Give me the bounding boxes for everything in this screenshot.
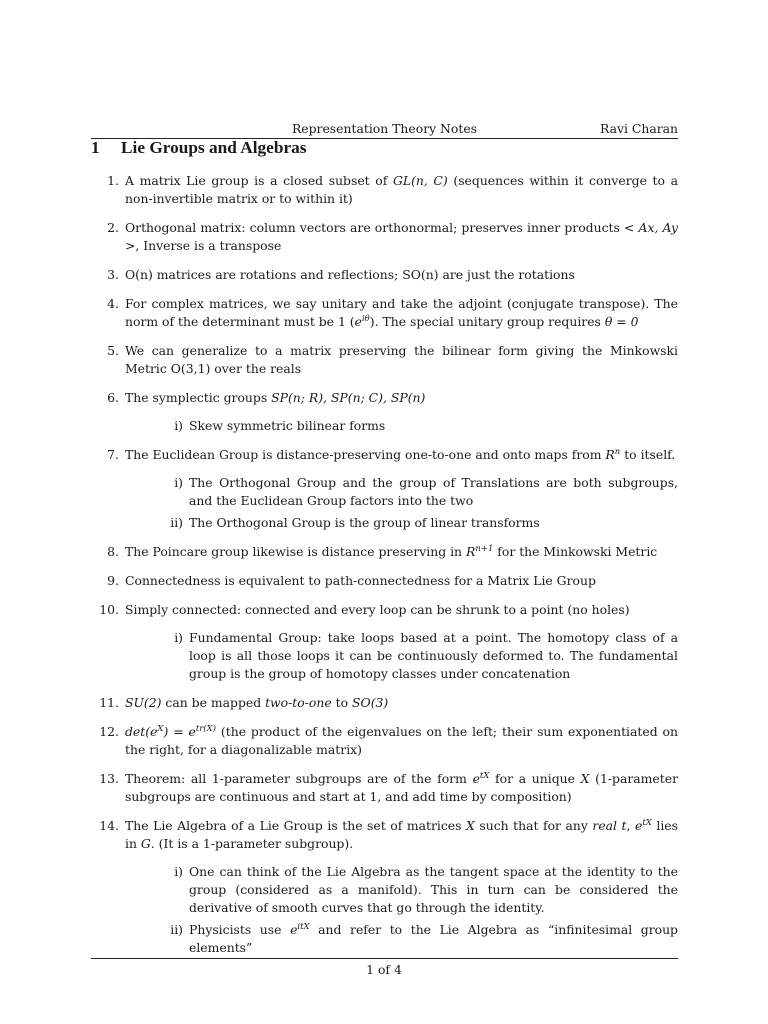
sub-item xyxy=(125,474,678,510)
list-item xyxy=(91,295,678,331)
item-text: The Lie Algebra of a Lie Group is the set of matrices X such that for any real t, $e^{tX}$ lies in G. (It is a 1-parameter subgroup). xyxy=(125,818,678,851)
item-text: We can generalize to a matrix preserving the bilinear form giving the Minkowski Metric O(3,1) over the reals xyxy=(125,343,678,376)
sub-item-number: i) xyxy=(174,418,183,433)
item-number: 12. xyxy=(99,724,119,739)
sub-item-number: i) xyxy=(174,630,183,645)
running-header xyxy=(91,121,678,137)
header-title: Representation Theory Notes xyxy=(291,121,478,136)
list-item xyxy=(91,694,678,712)
item-text: SU(2) can be mapped two-to-one to SO(3) xyxy=(125,695,389,710)
item-number: 6. xyxy=(107,390,119,405)
item-number: 2. xyxy=(107,220,119,235)
list-item xyxy=(91,219,678,255)
sub-item-text: Skew symmetric bilinear forms xyxy=(189,418,386,433)
item-number: 5. xyxy=(107,343,119,358)
list-item xyxy=(91,172,678,208)
section-number: 1 xyxy=(91,138,100,157)
sub-item-number: i) xyxy=(174,475,183,490)
sub-item xyxy=(125,629,678,683)
list-item xyxy=(91,572,678,590)
item-text: Orthogonal matrix: column vectors are orthonormal; preserves inner products < Ax, Ay >, Inverse is a transpose xyxy=(125,220,678,253)
section-title: Lie Groups and Algebras xyxy=(121,138,307,157)
item-number: 11. xyxy=(99,695,119,710)
item-text: The symplectic groups SP(n; R), SP(n; C), SP(n) xyxy=(125,390,426,405)
item-text: Simply connected: connected and every loop can be shrunk to a point (no holes) xyxy=(125,602,630,617)
list-item xyxy=(91,389,678,435)
sub-item-text: The Orthogonal Group is the group of linear transforms xyxy=(189,515,540,530)
sub-item-number: ii) xyxy=(170,515,183,530)
item-number: 7. xyxy=(107,447,119,462)
list-item xyxy=(91,266,678,284)
item-text: $\det(e^X) = e^{tr(X)}$ (the product of the eigenvalues on the left; their sum exponentiated on the right, for a diagonalizable matrix) xyxy=(125,724,678,757)
item-number: 1. xyxy=(107,173,119,188)
sub-item-text: Fundamental Group: take loops based at a point. The homotopy class of a loop is all those loops it can be continuously deformed to. The fundamental group is the group of homotopy classes under concatenation xyxy=(189,630,678,681)
section-heading xyxy=(91,138,307,158)
sub-item-text: The Orthogonal Group and the group of Translations are both subgroups, and the Euclidean Group factors into the two xyxy=(189,475,678,508)
item-number: 14. xyxy=(99,818,119,833)
list-item xyxy=(91,770,678,806)
item-number: 8. xyxy=(107,544,119,559)
item-text: Theorem: all 1-parameter subgroups are of the form $e^{tX}$ for a unique X (1-parameter subgroups are continuous and start at 1, and add time by composition) xyxy=(125,771,679,804)
item-number: 13. xyxy=(99,771,119,786)
list-item xyxy=(91,723,678,759)
sub-item xyxy=(125,514,678,532)
item-text: A matrix Lie group is a closed subset of GL(n, C) (sequences within it converge to a non-invertible matrix or to within it) xyxy=(125,173,678,206)
list-item xyxy=(91,601,678,683)
item-text: The Euclidean Group is distance-preserving one-to-one and onto maps from $R^n$ to itself. xyxy=(125,447,676,462)
numbered-list xyxy=(91,172,678,968)
item-number: 3. xyxy=(107,267,119,282)
sub-item xyxy=(125,863,678,917)
sub-item-text: Physicists use $e^{itX}$ and refer to the Lie Algebra as “infinitesimal group elements” xyxy=(189,922,678,955)
list-item xyxy=(91,543,678,561)
list-item xyxy=(91,342,678,378)
sub-item-number: i) xyxy=(174,864,183,879)
item-number: 4. xyxy=(107,296,119,311)
item-text: For complex matrices, we say unitary and take the adjoint (conjugate transpose). The norm of the determinant must be 1 $(e^{i\theta})$. The special unitary group requires θ = 0 xyxy=(125,296,678,329)
footer-rule xyxy=(91,958,678,959)
sub-item xyxy=(125,417,678,435)
item-text: The Poincare group likewise is distance preserving in $R^{n+1}$ for the Minkowski Metric xyxy=(125,544,658,559)
page-number: 1 of 4 xyxy=(366,962,402,977)
item-number: 9. xyxy=(107,573,119,588)
header-author: Ravi Charan xyxy=(599,121,678,136)
item-text: Connectedness is equivalent to path-connectedness for a Matrix Lie Group xyxy=(125,573,596,588)
item-text: O(n) matrices are rotations and reflections; SO(n) are just the rotations xyxy=(125,267,575,282)
sub-item-text: One can think of the Lie Algebra as the tangent space at the identity to the group (considered as a manifold). This in turn can be considered the derivative of smooth curves that go through the identity. xyxy=(189,864,678,915)
list-item xyxy=(91,446,678,532)
list-item xyxy=(91,817,678,957)
item-number: 10. xyxy=(99,602,119,617)
sub-item xyxy=(125,921,678,957)
sub-item-number: ii) xyxy=(170,922,183,937)
